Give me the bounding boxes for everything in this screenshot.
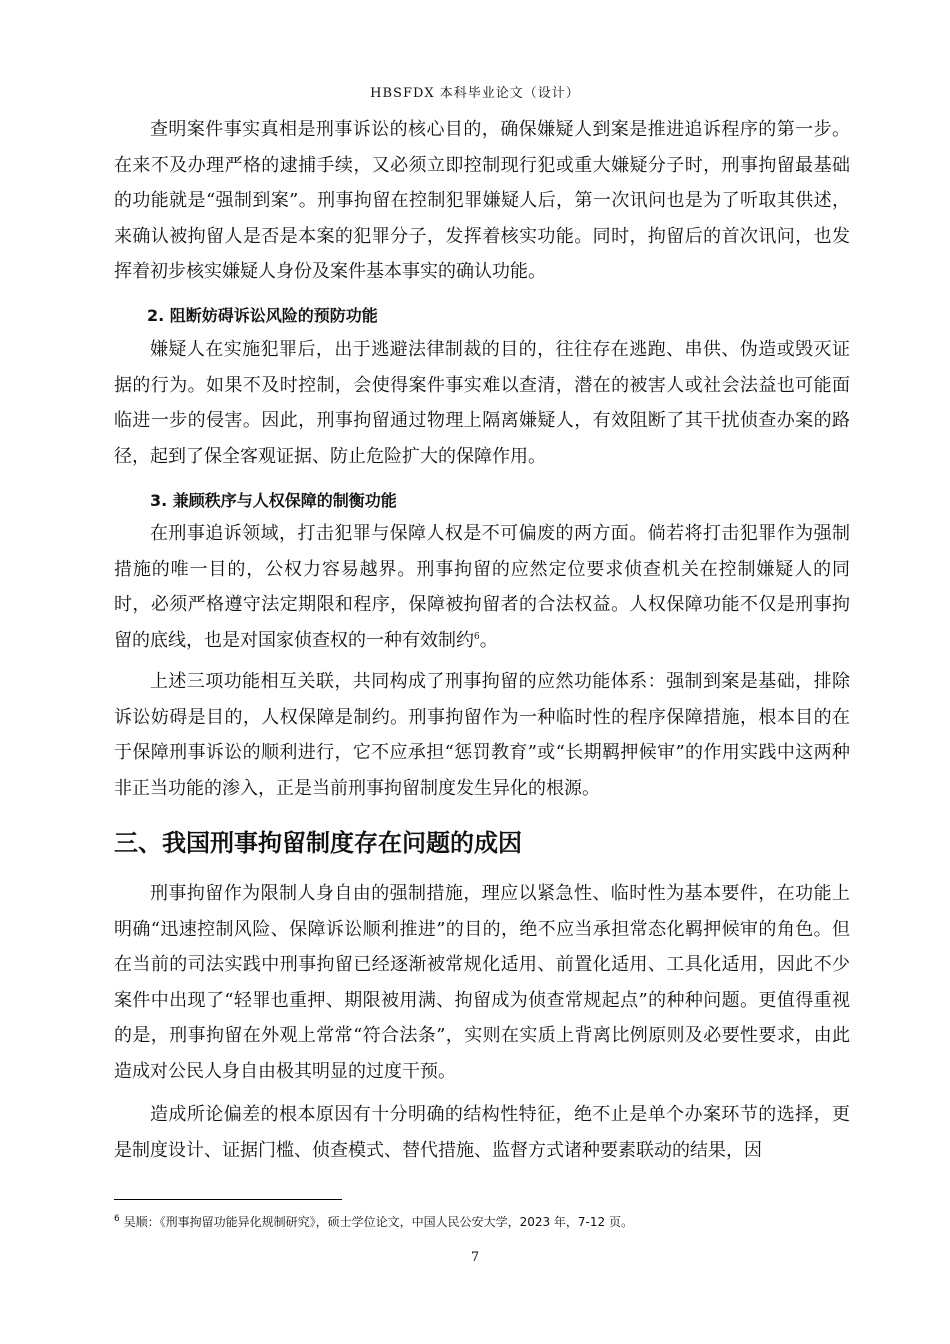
footnote-divider xyxy=(114,1199,342,1200)
footnote-reference[interactable]: 6 xyxy=(474,631,480,642)
paragraph-3-end: 。 xyxy=(479,629,498,651)
paragraph-4: 上述三项功能相互关联，共同构成了刑事拘留的应然功能体系：强制到案是基础，排除诉讼妨碍是目的，人权保障是制约。刑事拘留作为一种临时性的程序保障措施，根本目的在于保障刑事诉讼的顺利进行，它不应承担“惩罚教育”或“长期羁押候审”的作用实践中这两种非正当功能的渗入，正是当前刑事拘留制度发生异化的根源。 xyxy=(114,671,850,799)
paragraph-2: 嫌疑人在实施犯罪后，出于逃避法律制裁的目的，往往存在逃跑、串供、伪造或毁灭证据的行为。如果不及时控制，会使得案件事实难以查清，潜在的被害人或社会法益也可能面临进一步的侵害。因此，刑事拘留通过物理上隔离嫌疑人，有效阻断了其干扰侦查办案的路径，起到了保全客观证据、防止危险扩大的保障作用。 xyxy=(114,339,850,467)
paragraph-6: 造成所论偏差的根本原因有十分明确的结构性特征，绝不止是单个办案环节的选择，更是制度设计、证据门槛、侦查模式、替代措施、监督方式诸种要素联动的结果，因 xyxy=(114,1104,850,1161)
section-heading: 三、我国刑事拘留制度存在问题的成因 xyxy=(114,829,522,857)
paragraph-3 xyxy=(114,516,850,658)
footnote-text: 吴顺：《刑事拘留功能异化规制研究》，硕士学位论文，中国人民公安大学，2023 年，7-12 页。 xyxy=(123,1215,633,1229)
paragraph-5: 刑事拘留作为限制人身自由的强制措施，理应以紧急性、临时性为基本要件，在功能上明确“迅速控制风险、保障诉讼顺利推进”的目的，绝不应当承担常态化羁押候审的角色。但在当前的司法实践中刑事拘留已经逐渐被常规化适用、前置化适用、工具化适用，因此不少案件中出现了“轻罪也重押、期限被用满、拘留成为侦查常规起点”的种种问题。更值得重视的是，刑事拘留在外观上常常“符合法条”，实则在实质上背离比例原则及必要性要求，由此造成对公民人身自由极其明显的过度干预。 xyxy=(114,883,850,1082)
footnote xyxy=(114,1213,854,1230)
subheading-3: 3. 兼顾秩序与人权保障的制衡功能 xyxy=(150,491,397,510)
page-number: 7 xyxy=(470,1250,480,1265)
page-header: HBSFDX 本科毕业论文（设计） xyxy=(370,86,580,101)
paragraph-3-text: 在刑事追诉领域，打击犯罪与保障人权是不可偏废的两方面。倘若将打击犯罪作为强制措施的唯一目的，公权力容易越界。刑事拘留的应然定位要求侦查机关在控制嫌疑人的同时，必须严格遵守法定期限和程序，保障被拘留者的合法权益。人权保障功能不仅是刑事拘留的底线，也是对国家侦查权的一种有效制约 xyxy=(114,523,850,651)
subheading-2: 2. 阻断妨碍诉讼风险的预防功能 xyxy=(147,306,378,325)
paragraph-1: 查明案件事实真相是刑事诉讼的核心目的，确保嫌疑人到案是推进追诉程序的第一步。在来不及办理严格的逮捕手续，又必须立即控制现行犯或重大嫌疑分子时，刑事拘留最基础的功能就是“强制到案”。刑事拘留在控制犯罪嫌疑人后，第一次讯问也是为了听取其供述，来确认被拘留人是否是本案的犯罪分子，发挥着核实功能。同时，拘留后的首次讯问，也发挥着初步核实嫌疑人身份及案件基本事实的确认功能。 xyxy=(114,119,850,282)
footnote-mark: 6 xyxy=(114,1214,120,1224)
